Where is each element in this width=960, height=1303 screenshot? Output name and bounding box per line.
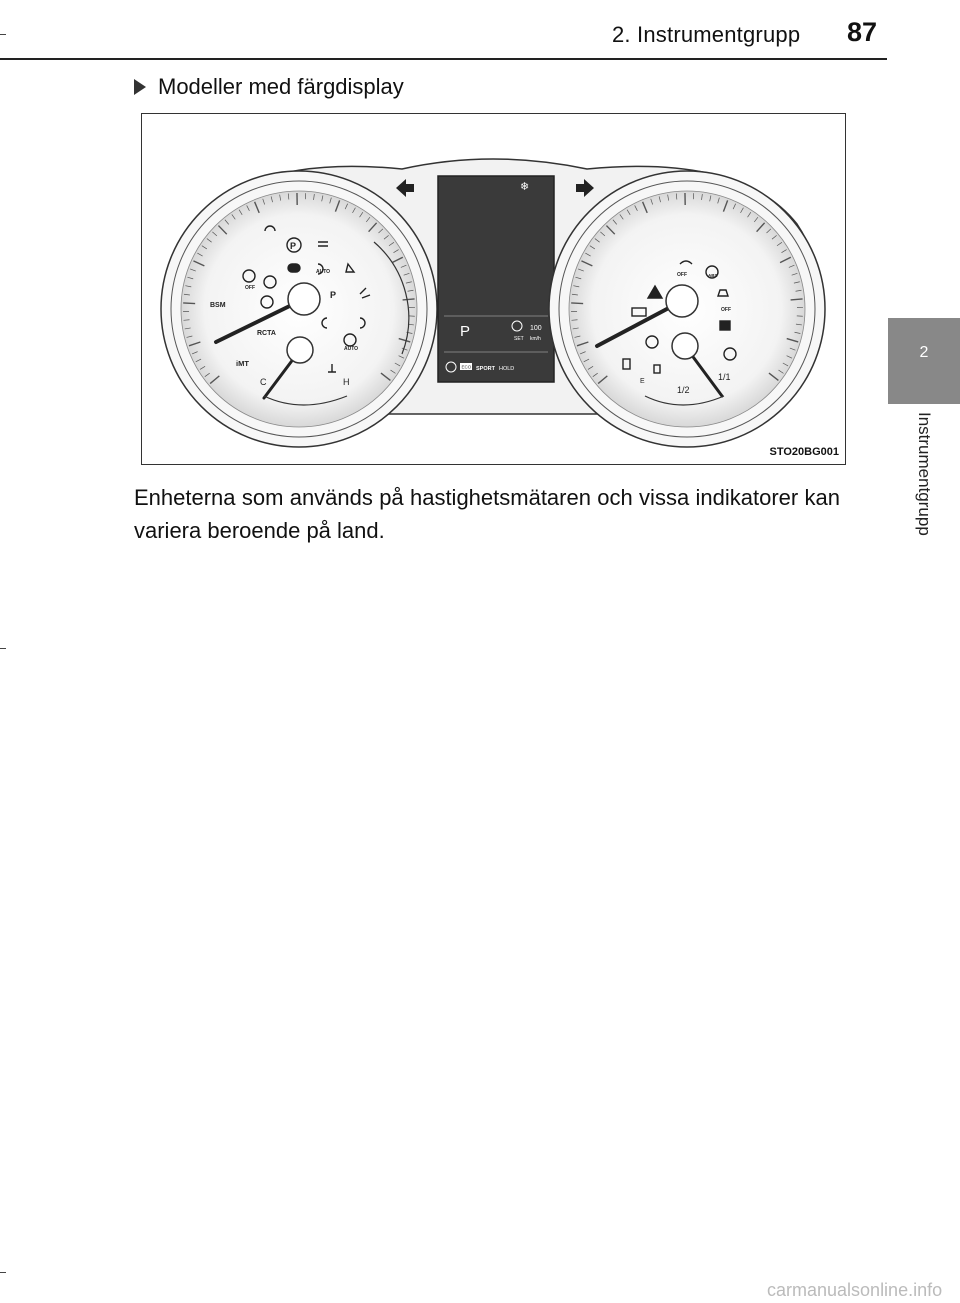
right-needle-hub <box>666 285 698 317</box>
chapter-label: Instrumentgrupp <box>915 412 934 536</box>
temp-hot-label: H <box>343 377 350 387</box>
auto-label: AUTO <box>316 269 331 275</box>
display-set-label: SET <box>514 336 524 342</box>
header-rule <box>0 58 887 60</box>
crop-mark <box>0 1272 6 1273</box>
fuel-needle-hub <box>672 333 698 359</box>
crop-mark <box>0 34 6 35</box>
center-display <box>438 176 554 382</box>
fuel-empty-label: E <box>640 378 645 385</box>
auto-label-2: AUTO <box>344 346 359 352</box>
left-needle-hub <box>288 283 320 315</box>
fuel-half-label: 1/2 <box>677 385 690 395</box>
subheading-text: Modeller med färgdisplay <box>158 74 404 99</box>
dial-tick <box>183 303 195 304</box>
chapter-tab <box>888 318 960 404</box>
section-title: 2. Instrumentgrupp <box>612 22 801 47</box>
bsm-label: BSM <box>210 302 226 309</box>
temp-needle-hub <box>287 337 313 363</box>
instrument-cluster-figure <box>141 113 846 465</box>
hold-mode-label: HOLD <box>499 366 515 372</box>
off-label: OFF <box>245 285 255 291</box>
rcta-label: RCTA <box>257 330 276 337</box>
parking-sensor-label: P <box>330 290 337 300</box>
right-gauge <box>549 171 825 447</box>
sport-mode-label: SPORT <box>476 366 495 372</box>
display-set-speed: 100 <box>530 325 542 332</box>
snowflake-icon: ❄ <box>520 181 530 193</box>
instrument-cluster-illustration <box>142 114 845 464</box>
crop-mark <box>0 648 6 649</box>
off-label-right-2: OFF <box>721 307 731 313</box>
imt-label: iMT <box>236 359 249 368</box>
fuel-full-label: 1/1 <box>718 372 731 382</box>
page-number: 87 <box>847 17 878 47</box>
chapter-tab-label <box>888 404 960 584</box>
body-paragraph: Enheterna som används på hastighetsmätaren och vissa indikatorer kan variera beroende på land. <box>134 485 840 543</box>
abs-label: ABS <box>708 273 718 278</box>
footer-watermark: carmanualsonline.info <box>767 1280 943 1300</box>
left-gauge <box>161 171 437 447</box>
eco-label: ECO <box>461 364 472 370</box>
display-unit: km/h <box>530 336 541 342</box>
display-screen <box>438 176 554 382</box>
triangle-bullet-icon <box>134 79 146 95</box>
off-label-right: OFF <box>677 272 687 278</box>
dial-tick <box>571 303 583 304</box>
lane-assist-icon <box>720 321 730 330</box>
display-gear: P <box>460 323 471 340</box>
subheading <box>134 74 404 100</box>
temp-cold-label: C <box>260 377 267 387</box>
svg-text:P: P <box>290 241 297 251</box>
chapter-number: 2 <box>919 344 929 361</box>
high-beam-icon <box>288 264 300 272</box>
figure-code: STO20BG001 <box>769 446 839 458</box>
